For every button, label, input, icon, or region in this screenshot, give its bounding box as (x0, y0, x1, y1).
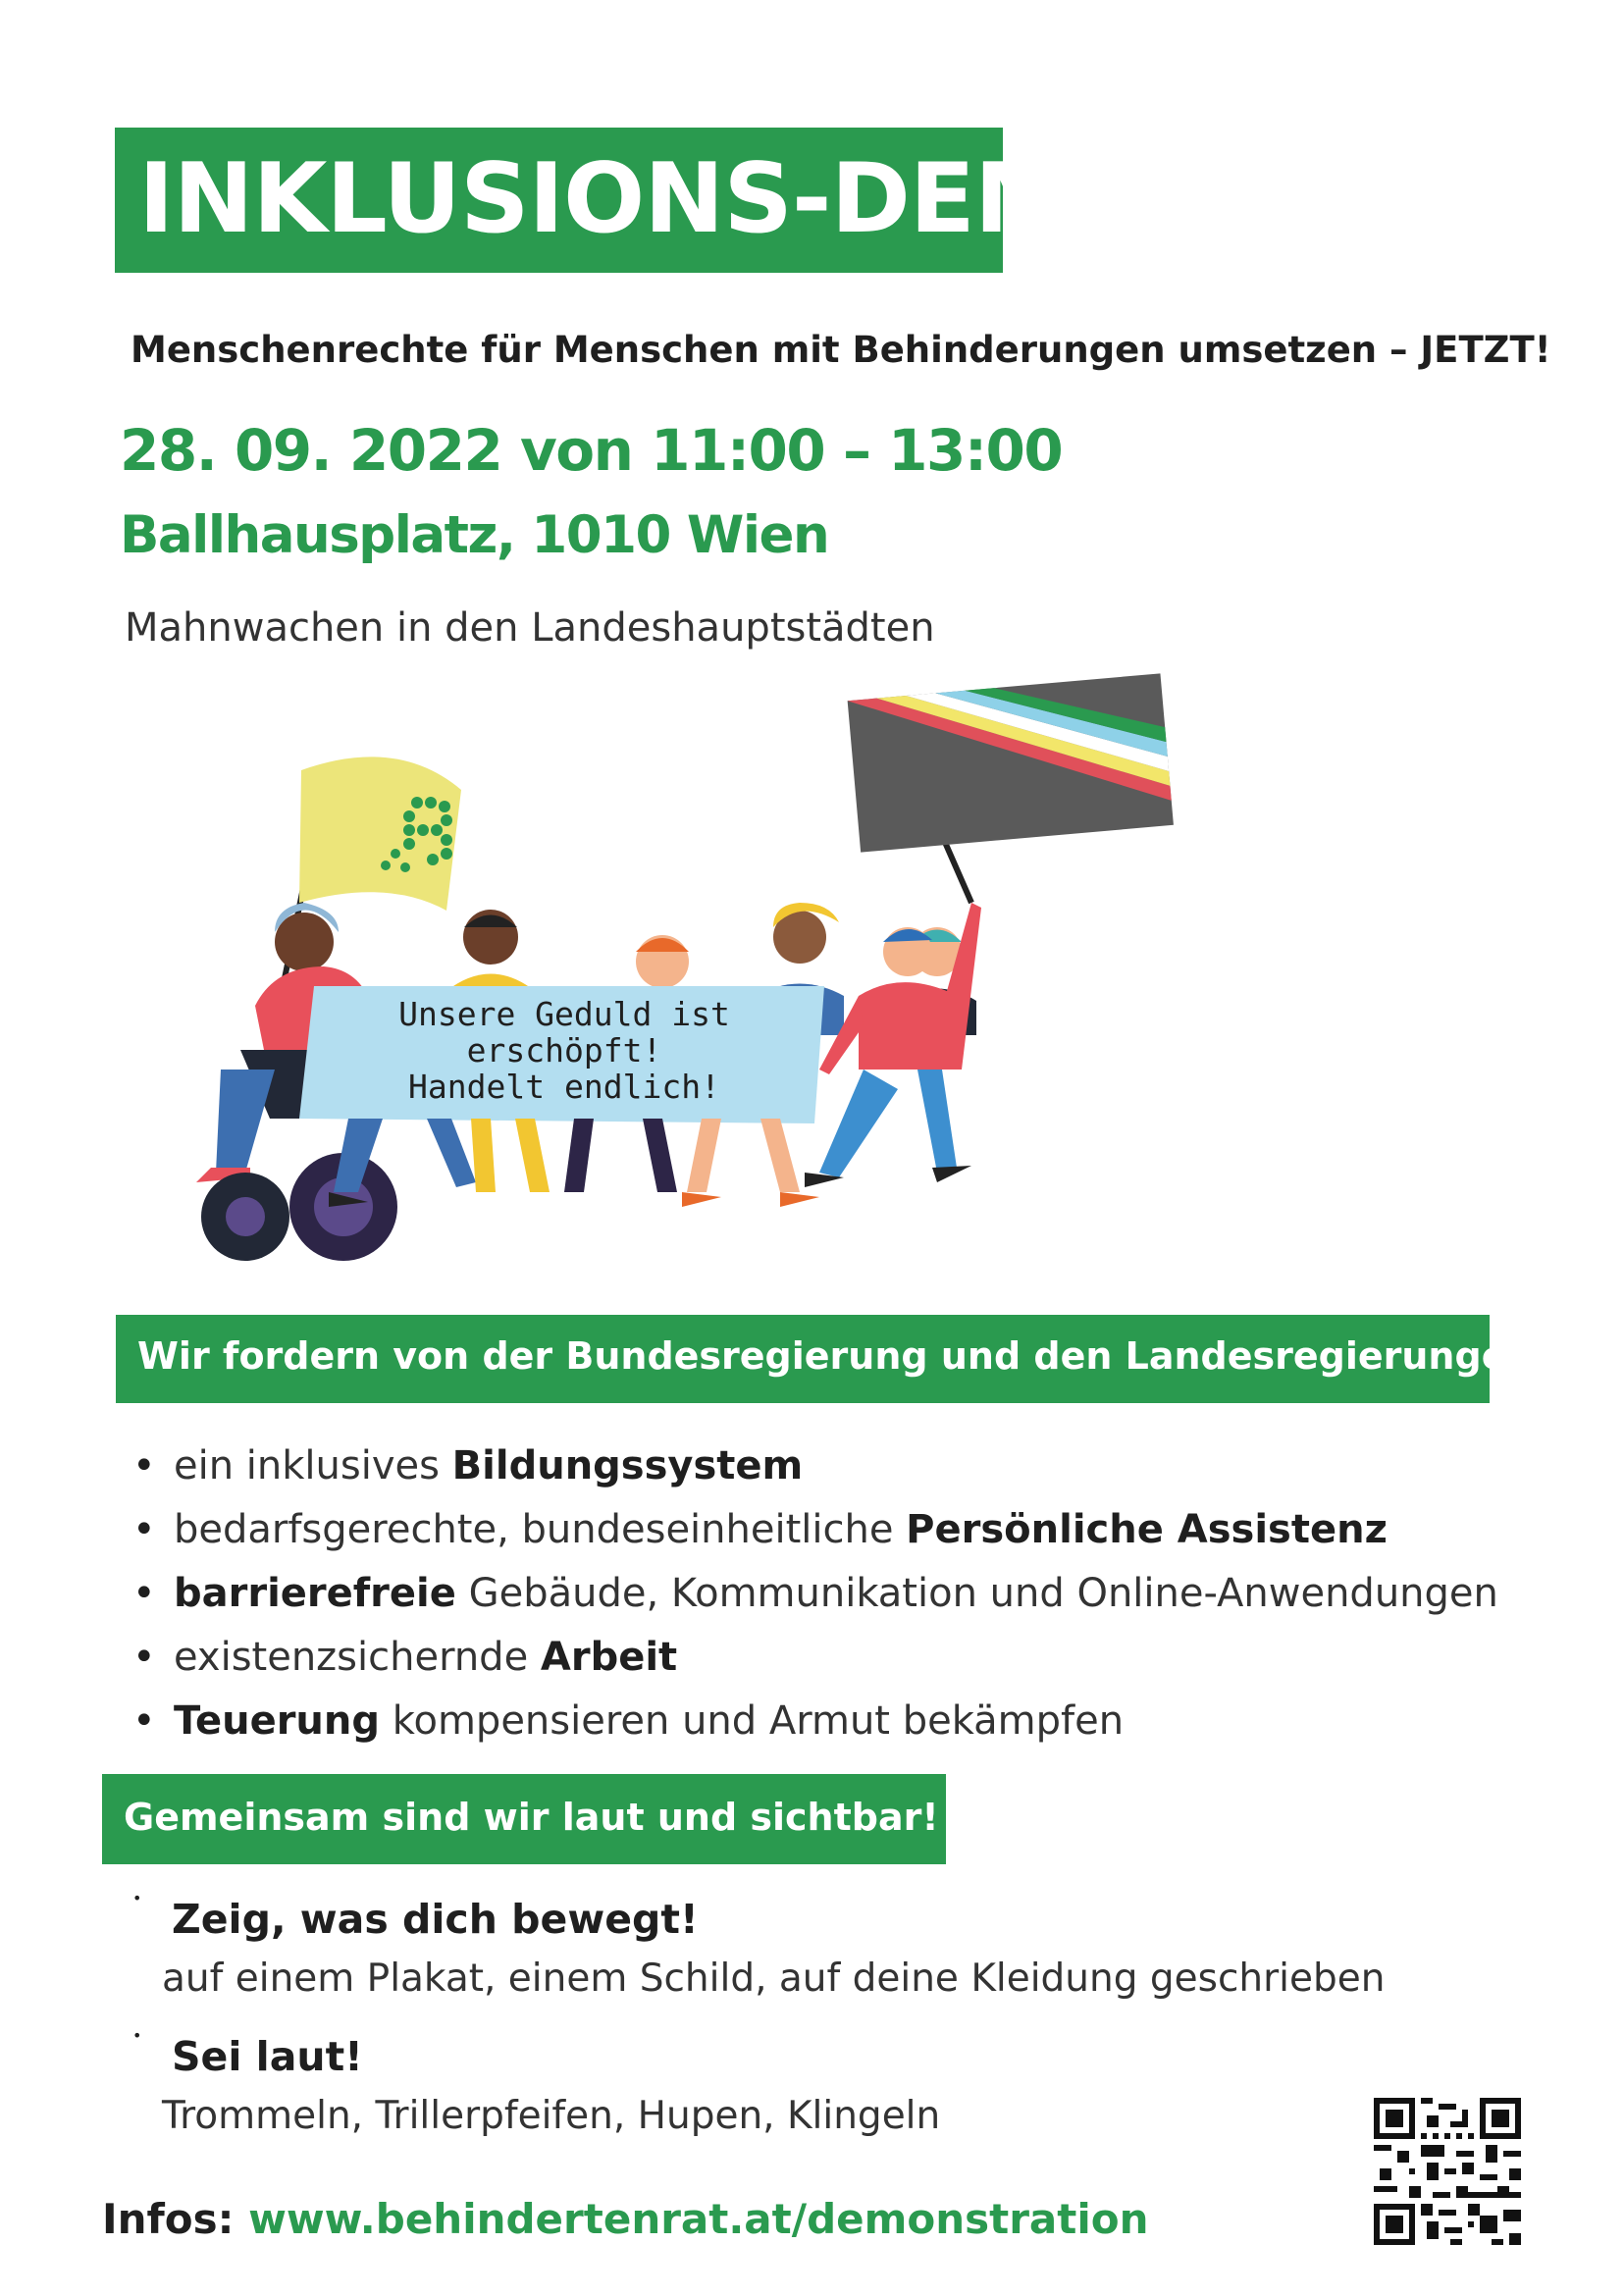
protest-banner (299, 986, 824, 1123)
list-item (132, 1626, 1585, 1690)
list-item (132, 1562, 1585, 1626)
list-item (132, 1498, 1585, 1562)
info-label: Infos: (102, 2195, 249, 2243)
demonstration-illustration (152, 657, 1521, 1295)
qr-code-icon[interactable] (1374, 2098, 1521, 2245)
marcher-legs (329, 1119, 819, 1207)
banner-line-3: Handelt endlich! (408, 1068, 720, 1106)
item-text: existenzsichernde (174, 1635, 541, 1680)
banner-line-2: erschöpft! (466, 1031, 662, 1070)
event-location: Ballhausplatz, 1010 Wien (120, 505, 829, 565)
item-bold: Bildungssystem (451, 1443, 804, 1488)
together-heading-box (102, 1774, 946, 1864)
banner-line-1: Unsere Geduld ist (398, 995, 730, 1033)
sign-holding-person (805, 673, 1174, 1187)
action-description: Trommeln, Trillerpfeifen, Hupen, Klingeln (162, 2094, 941, 2138)
list-item (132, 1889, 1408, 2009)
disability-pride-flag (848, 673, 1174, 852)
list-item (132, 1435, 1585, 1498)
subtitle: Menschenrechte für Menschen mit Behinderungen umsetzen – JETZT! (131, 329, 1551, 371)
item-bold: Teuerung (174, 1698, 381, 1744)
item-text: bedarfsgerechte, bundeseinheitliche (174, 1507, 907, 1552)
item-bold: Persönliche Assistenz (906, 1507, 1388, 1552)
event-date: 28. 09. 2022 von 11:00 – 13:00 (120, 417, 1063, 484)
vigil-note: Mahnwachen in den Landeshauptstädten (125, 605, 935, 651)
info-line (102, 2195, 1149, 2243)
demands-heading-box (116, 1315, 1548, 1403)
actions-list (132, 1889, 1408, 2164)
together-heading: Gemeinsam sind wir laut und sichtbar! (124, 1796, 939, 1839)
info-link[interactable]: www.behindertenrat.at/demonstration (248, 2195, 1149, 2243)
demands-heading: Wir fordern von der Bundesregierung und den Landesregierungen: (137, 1334, 1548, 1378)
action-title: • Zeig, was dich bewegt! (172, 1896, 699, 1943)
action-title: • Sei laut! (172, 2033, 363, 2080)
title-banner (115, 128, 1150, 273)
item-text: ein inklusives (174, 1443, 452, 1488)
list-item (132, 1690, 1585, 1753)
page-title: INKLUSIONS-DEMO (138, 143, 1150, 255)
item-bold: barrierefreie (174, 1571, 456, 1616)
action-description: auf einem Plakat, einem Schild, auf deine Kleidung geschrieben (162, 1957, 1386, 2001)
item-text: kompensieren und Armut bekämpfen (380, 1698, 1125, 1744)
item-text: Gebäude, Kommunikation und Online-Anwendungen (455, 1571, 1498, 1616)
item-bold: Arbeit (540, 1635, 678, 1680)
list-item (132, 2026, 1408, 2146)
demands-list (132, 1435, 1585, 1753)
